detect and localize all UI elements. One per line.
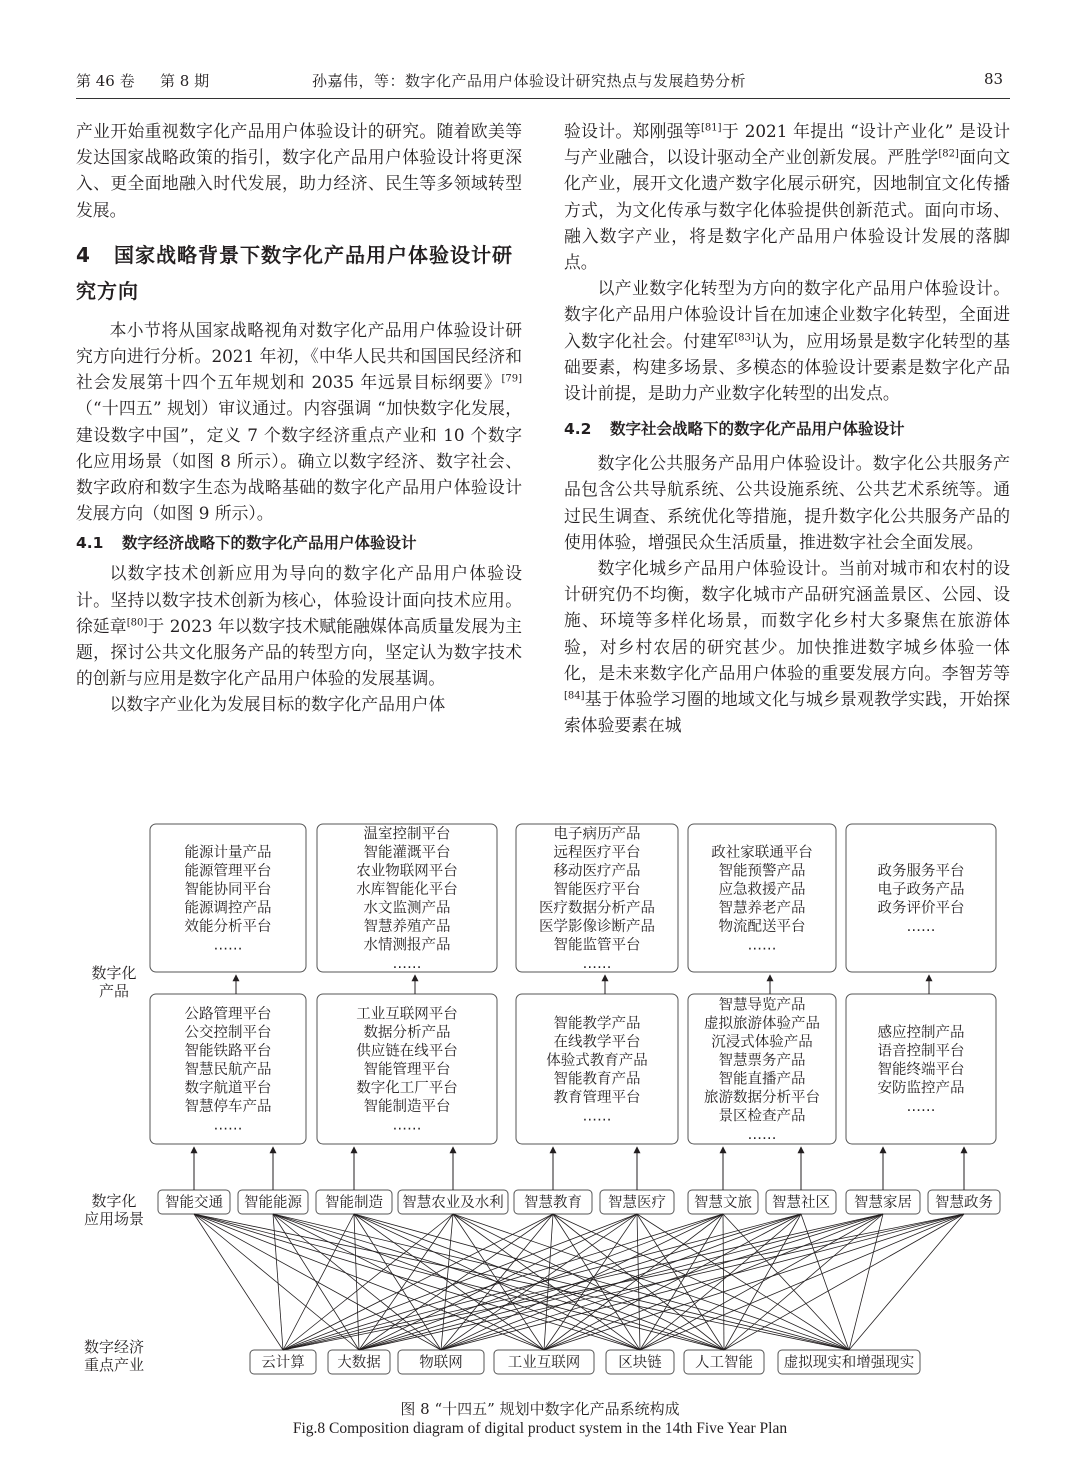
product-item: 智能终端平台 xyxy=(877,1062,965,1078)
paragraph: 数字化城乡产品用户体验设计。当前对城市和农村的设计研究仍不均衡，数字化城市产品研究涵盖景区、公园、设施、环境等多样化场景，而数字化乡村大多聚焦在旅游体验，对乡村农居的研究甚少。加快推进数字城乡体验一体化，是未来数字化产品用户体验的重要发展方向。李智芳等[84]基于体验学习圈的地域文化与城乡景观教学实践，开始探索体验要素在城 xyxy=(564,558,1010,736)
scene-label: 智能能源 xyxy=(244,1195,302,1211)
product-item: 水文监测产品 xyxy=(363,900,451,917)
product-item: 智能监管平台 xyxy=(553,937,641,954)
citation: [82] xyxy=(938,148,959,160)
product-item: 智能铁路平台 xyxy=(184,1043,272,1060)
issue: 第 8 期 xyxy=(160,72,210,90)
industry-scene-link xyxy=(544,1214,553,1350)
product-item: 政社家联通平台 xyxy=(711,844,813,861)
paragraph: 以产业数字化转型为方向的数字化产品用户体验设计。数字化产品用户体验设计旨在加速企业数字化转型，全面进入数字化社会。付建军[83]认为，应用场景是数字化转型的基础要素，构建多场景、多模态的体验设计要素是数字化产品设计前提，是助力产业数字化转型的出发点。 xyxy=(564,278,1010,404)
product-item: 智能协同平台 xyxy=(184,881,272,898)
industry-scene-link xyxy=(441,1214,801,1350)
product-item: 移动医疗产品 xyxy=(553,863,641,880)
running-title: 孙嘉伟，等：数字化产品用户体验设计研究热点与发展趋势分析 xyxy=(312,72,747,90)
product-item: 智能制造平台 xyxy=(363,1099,451,1115)
product-item: 数字化工厂平台 xyxy=(356,1080,458,1097)
paragraph: 以数字技术创新应用为导向的数字化产品用户体验设计。坚持以数字技术创新为核心，体验设计面向技术应用。徐延章[80]于 2023 年以数字技术赋能融媒体高质量发展为主题，探讨公共文化服务产品的转型方向，坚定认为数字技术的创新与应用是数字化产品用户体验的发展基调。 xyxy=(76,563,522,689)
product-item: 智能直播产品 xyxy=(718,1071,806,1088)
scene-label: 智能制造 xyxy=(325,1195,383,1211)
scene-label: 智能交通 xyxy=(165,1195,223,1211)
section-4-heading: 4 国家战略背景下数字化产品用户体验设计研究方向 xyxy=(76,242,513,303)
product-item: 水情测报产品 xyxy=(363,937,451,954)
product-item: …… xyxy=(906,1099,936,1115)
figure-caption-cn: 图 8 “十四五” 规划中数字化产品系统构成 xyxy=(400,1400,680,1418)
product-item: 水库智能化平台 xyxy=(356,881,458,898)
industry-scene-link xyxy=(640,1214,964,1350)
scene-label: 智慧社区 xyxy=(772,1195,830,1211)
industry-scene-link xyxy=(273,1214,359,1350)
product-item: …… xyxy=(582,955,612,972)
citation: [80] xyxy=(126,617,148,629)
citation: [84] xyxy=(564,690,585,702)
product-item: 农业物联网平台 xyxy=(356,863,458,880)
product-item: 温室控制平台 xyxy=(363,826,451,843)
industry-label: 大数据 xyxy=(337,1355,381,1371)
industry-scene-link xyxy=(194,1214,640,1350)
product-item: 智慧停车产品 xyxy=(184,1099,272,1115)
product-item: 智慧导览产品 xyxy=(718,997,806,1014)
label-products: 产品 xyxy=(98,982,130,1000)
label-products: 数字化 xyxy=(91,964,137,982)
product-item: 智能医疗平台 xyxy=(553,881,641,898)
industry-scene-link xyxy=(194,1214,441,1350)
industry-scene-link xyxy=(453,1214,724,1350)
industry-scene-link xyxy=(801,1214,849,1350)
industry-label: 人工智能 xyxy=(695,1355,753,1371)
product-item: 智慧民航产品 xyxy=(184,1062,272,1078)
industry-scene-link xyxy=(194,1214,724,1350)
product-item: 公交控制平台 xyxy=(184,1025,272,1041)
product-item: 智能教育产品 xyxy=(553,1071,641,1088)
product-item: 智慧养殖产品 xyxy=(363,918,451,935)
paragraph: 本小节将从国家战略视角对数字化产品用户体验设计研究方向进行分析。2021 年初，《中华人民共和国国民经济和社会发展第十四个五年规划和 2035 年远景目标纲要》[79]（“十四五” 规划）审议通过。内容强调 “加快数字化发展，建设数字中国”，定义 7 个数字经济重点产业和 10 个数字化应用场景（如图 8 所示）。确立以数字经济、数字社会、数字政府和数字生态为战略基础的数字化产品用户体验设计发展方向（如图 9 所示）。 xyxy=(76,319,522,524)
product-item: 远程医疗平台 xyxy=(553,844,641,861)
industry-label: 工业互联网 xyxy=(507,1355,581,1371)
industry-scene-link xyxy=(723,1214,849,1350)
product-item: 智能灌溉平台 xyxy=(363,844,451,861)
running-header xyxy=(0,0,1080,100)
product-item: …… xyxy=(213,1117,243,1134)
paragraph: 验设计。郑刚强等[81]于 2021 年提出 “设计产业化” 是设计与产业融合，以设计驱动全产业创新发展。严胜学[82]面向文化产业，展开文化遗产数字化展示研究，因地制宜文化传播方式，为文化传承与数字化体验提供创新范式。面向市场、融入数字产业，将是数字化产品用户体验设计发展的落脚点。 xyxy=(564,121,1010,273)
citation: [79] xyxy=(501,373,522,385)
product-item: …… xyxy=(213,937,243,954)
industry-label: 云计算 xyxy=(261,1355,305,1371)
paragraph: 数字化公共服务产品用户体验设计。数字化公共服务产品包含公共导航系统、公共设施系统、公共艺术系统等。通过民生调查、系统优化等措施，提升数字化公共服务产品的使用体验，增强民众生活质量，推进数字社会全面发展。 xyxy=(564,453,1010,552)
header-rule xyxy=(76,98,1010,99)
product-item: 教育管理平台 xyxy=(553,1089,641,1106)
product-item: 语音控制平台 xyxy=(877,1043,965,1060)
label-scenes: 应用场景 xyxy=(83,1210,145,1228)
product-item: 应急救援产品 xyxy=(718,881,806,898)
section-4-1-heading: 4.1 数字经济战略下的数字化产品用户体验设计 xyxy=(76,534,417,553)
industry-scene-link xyxy=(640,1214,801,1350)
scene-label: 智慧农业及水利 xyxy=(402,1195,504,1211)
product-item: 效能分析平台 xyxy=(184,918,272,935)
citation: [83] xyxy=(734,332,755,344)
product-item: 电子政务产品 xyxy=(877,881,965,898)
industry-scene-link xyxy=(194,1214,849,1350)
product-box xyxy=(846,824,996,972)
product-item: 数字航道平台 xyxy=(184,1080,272,1097)
product-item: 数据分析产品 xyxy=(363,1025,451,1041)
product-item: …… xyxy=(747,937,777,954)
industry-scene-link xyxy=(194,1214,283,1350)
product-item: 工业互联网平台 xyxy=(356,1006,458,1023)
product-item: 体验式教育产品 xyxy=(546,1052,648,1069)
product-item: …… xyxy=(747,1126,777,1143)
product-item: 智能管理平台 xyxy=(363,1062,451,1078)
product-item: 医学影像诊断产品 xyxy=(539,918,655,935)
scene-label: 智慧文旅 xyxy=(694,1195,752,1211)
label-industries: 重点产业 xyxy=(83,1356,145,1374)
paragraph: 以数字产业化为发展目标的数字化产品用户体 xyxy=(109,694,446,715)
industry-scene-link xyxy=(724,1214,964,1350)
industry-scene-link xyxy=(453,1214,640,1350)
product-item: 旅游数据分析平台 xyxy=(704,1089,820,1106)
scene-label: 智慧家居 xyxy=(854,1195,912,1211)
product-item: …… xyxy=(582,1108,612,1125)
product-item: 能源计量产品 xyxy=(184,844,272,861)
industry-label: 物联网 xyxy=(419,1355,463,1371)
scene-label: 智慧医疗 xyxy=(608,1195,666,1211)
industry-scene-link xyxy=(194,1214,544,1350)
product-item: 安防监控产品 xyxy=(877,1080,965,1097)
product-item: 电子病历产品 xyxy=(553,826,641,843)
figure-caption-en: Fig.8 Composition diagram of digital product system in the 14th Five Year Plan xyxy=(292,1420,788,1437)
product-item: 能源管理平台 xyxy=(184,863,272,880)
industry-label: 区块链 xyxy=(618,1355,662,1371)
scene-label: 智慧政务 xyxy=(935,1195,993,1211)
scene-label: 智慧教育 xyxy=(524,1195,582,1211)
industry-scene-link xyxy=(194,1214,359,1350)
label-industries: 数字经济 xyxy=(83,1338,145,1356)
right-column xyxy=(564,118,1010,738)
figure-8-diagram xyxy=(76,812,1010,1392)
product-item: 智慧票务产品 xyxy=(718,1052,806,1069)
label-scenes: 数字化 xyxy=(91,1192,137,1210)
product-item: 感应控制产品 xyxy=(877,1025,965,1041)
product-item: 智能教学产品 xyxy=(553,1015,641,1032)
volume: 第 46 卷 xyxy=(76,72,135,90)
product-item: 医疗数据分析产品 xyxy=(539,900,655,917)
product-item: 能源调控产品 xyxy=(184,900,272,917)
product-item: 公路管理平台 xyxy=(184,1006,272,1023)
industry-scene-link xyxy=(544,1214,723,1350)
industry-scene-link xyxy=(359,1214,801,1350)
industry-scene-link xyxy=(441,1214,964,1350)
product-item: …… xyxy=(392,955,422,972)
citation: [81] xyxy=(701,122,722,134)
product-item: 虚拟旅游体验产品 xyxy=(704,1015,820,1032)
page-number: 83 xyxy=(984,70,1004,88)
left-column xyxy=(76,118,522,718)
section-4-2-heading: 4.2 数字社会战略下的数字化产品用户体验设计 xyxy=(564,420,905,439)
paragraph: 产业开始重视数字化产品用户体验设计的研究。随着欧美等发达国家战略政策的指引，数字化产品用户体验设计将更深入、更全面地融入时代发展，助力经济、民生等多领域转型发展。 xyxy=(76,121,522,220)
product-item: 政务评价平台 xyxy=(877,900,965,917)
product-item: …… xyxy=(392,1117,422,1134)
industry-label: 虚拟现实和增强现实 xyxy=(783,1355,915,1371)
product-item: 物流配送平台 xyxy=(718,918,806,935)
product-item: 智慧养老产品 xyxy=(718,900,806,917)
product-item: …… xyxy=(906,918,936,935)
product-item: 政务服务平台 xyxy=(877,863,965,880)
product-item: 景区检查产品 xyxy=(718,1108,806,1125)
product-item: 智能预警产品 xyxy=(718,863,806,880)
product-item: 沉浸式体验产品 xyxy=(711,1034,813,1051)
product-item: 供应链在线平台 xyxy=(356,1043,458,1060)
product-item: 在线教学平台 xyxy=(553,1034,641,1051)
